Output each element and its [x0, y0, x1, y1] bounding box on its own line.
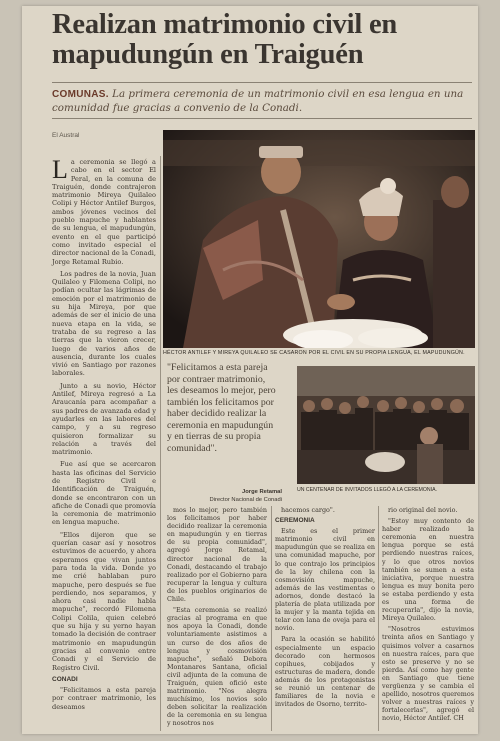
guests-photo	[297, 366, 475, 484]
byline: El Austral	[52, 132, 80, 139]
pull-quote-attribution	[202, 489, 282, 504]
guests-photo-illustration	[297, 366, 475, 484]
quote-author-role: Director Nacional de Conadi	[209, 496, 282, 503]
guests-photo-caption: UN CENTENAR DE INVITADOS LLEGÓ A LA CEREMONIA.	[297, 487, 437, 493]
newspaper-clipping	[22, 6, 478, 734]
column-divider	[271, 506, 272, 731]
headline: Realizan matrimonio civil en mapudungún en Traiguén	[52, 9, 398, 70]
paragraph: Para la ocasión se habilitó especialmente un espacio decorado con hermosos copihues, cobijados y estructuras de madera, donde además de los protagonistas se reunió un centenar de familiares de la novia e invitados de Osorno, territo-	[275, 635, 375, 709]
deck-kicker: COMUNAS.	[52, 89, 109, 100]
article-column-c	[275, 506, 375, 711]
article-column-d	[382, 506, 474, 725]
deck	[52, 88, 472, 114]
paragraph: "Felicitamos a esta pareja por contraer matrimonio, les deseamos	[52, 686, 156, 711]
paragraph: rio original del novio.	[388, 506, 458, 514]
paragraph: Fue así que se acercaron hasta las oficinas del Servicio de Registro Civil e Identificación de Traiguén, donde se encontraron con un afiche de Conadi que promovía la ceremonia de matrimonio en lengua mapuche.	[52, 460, 156, 527]
paragraph: Junto a su novio, Héctor Antilef, Mireya regresó a La Araucanía para acompañar a sus padres de avanzada edad y ayudarles en las labores del campo, y a su regreso quisieron formalizar su relación a través del matrimonio.	[52, 381, 156, 457]
main-photo-caption: HÉCTOR ANTILEF Y MIREYA QUILALEO SE CASARON POR EL CIVIL EN SU PROPIA LENGUA, EL MAPUDUNGÚN.	[163, 350, 465, 356]
wedding-photo-illustration	[163, 130, 475, 348]
section-heading: CONADI	[52, 675, 78, 683]
paragraph: "Ellos dijeron que se querían casar así y nosotros estuvimos de acuerdo, y ahora esperamos que vivan juntos para toda la vida. Donde yo me crié hablaban puro mapuche, pero después se fue perdiendo, nos separamos, y ahora casi nadie habla mapuche", recordó Filomena Colipi Colila, quien celebró que su hija y su yerno hayan tomado la decisión de contraer matrimonio en mapudungún gracias al convenio entre Conadi y el Servicio de Registro Civil.	[52, 530, 156, 672]
article-column-b	[167, 506, 267, 731]
section-heading: CEREMONIA	[275, 517, 315, 525]
wedding-photo	[163, 130, 475, 348]
paragraph: "Estoy muy contento de haber realizado la ceremonia en nuestra lengua porque se está perdiendo nuestras raíces, y lo que otros novios también se sumen a esta iniciativa, porque nuestra lengua es muy bonita pero se estaba perdiendo y esta es una forma de recuperarla", dijo la novia, Mireya Quilaleo.	[382, 517, 474, 623]
quote-author-name: Jorge Retamal	[242, 489, 282, 495]
deck-text: La primera ceremonia de un matrimonio civil en esa lengua en una comunidad fue gracias a convenio de la Conadi.	[52, 88, 464, 114]
pull-quote: "Felicitamos a esta pareja por contraer matrimonio, les deseamos lo mejor, pero también los felicitamos por haber decidido realizar la ceremonia en mapudungún y en tierras de su propia comunidad".	[167, 362, 276, 454]
paragraph: mos lo mejor, pero también los felicitamos por haber decidido realizar la ceremonia en mapudungún y en tierras de su propia comunidad", agregó Jorge Retamal, director nacional de la Conadi, destacando el trabajo realizado por el Gobierno para recuperar la lengua y cultura de los pueblos originarios de Chile.	[167, 506, 267, 604]
paragraph: "Nosotros estuvimos treinta años en Santiago y quisimos volver a casarnos en nuestra raíces, para que esto se preserve y no se pierda. Así como hay gente en Santiago que tiene vergüenza y se cambia el apellido, nosotros queremos volver a nuestras raíces y fortalecerlas", agregó el novio, Héctor Antilef. CH	[382, 625, 474, 723]
paragraph: "Esta ceremonia se realizó gracias al programa en que nos apoya la Conadi, donde voluntariamente asistimos a un curso de dos años de lengua y cosmovisión mapuche", señaló Debora Montanares Santana, oficial civil adjunta de la comuna de Traiguén, quien ofició este matrimonio. "Nos alegra muchísimo, los novios solo deben solicitar la realización de la ceremonia en su lengua y nosotros nos	[167, 606, 267, 728]
article-column-left	[52, 155, 156, 715]
paragraph: La ceremonia se llegó a cabo en el sector El Peral, en la comuna de Traiguén, donde contrajeron matrimonio Mireya Quilaleo Colipi y Héctor Antilef Burgos, ambos jóvenes vecinos del pueblo mapuche y hablantes de su lengua, el mapudungún, evento en el que participó como invitado especial el director nacional de la Conadi, Jorge Retamal Rubio.	[52, 155, 156, 266]
paragraph: hacemos cargo".	[281, 506, 335, 514]
deck-rule	[52, 118, 472, 119]
column-divider	[378, 506, 379, 731]
column-divider	[160, 156, 161, 731]
drop-cap: L	[52, 155, 68, 184]
paragraph: Este es el primer matrimonio civil en mapudungún que se realiza en una comunidad mapuche, por lo que contrajo los principios de la ley chilena con la cosmovisión mapuche, además de las vestimentas o adornos, donde destacó la platería de plata utilizada por la mujer y la manta tejida en telar con lana de oveja para el novio.	[275, 527, 375, 633]
headline-rule	[52, 82, 472, 83]
paragraph: Los padres de la novia, Juan Quilaleo y Filomena Colipi, no podían ocultar las lágrimas de emoción por el matrimonio de su hija Mireya, por que además de ser el inicio de una nueva etapa en la vida, se trataba de su regreso a las tierras que la vieron crecer, luego de varios años de ausencia, durante los cuales vivió en Santiago por razones laborales.	[52, 269, 156, 378]
